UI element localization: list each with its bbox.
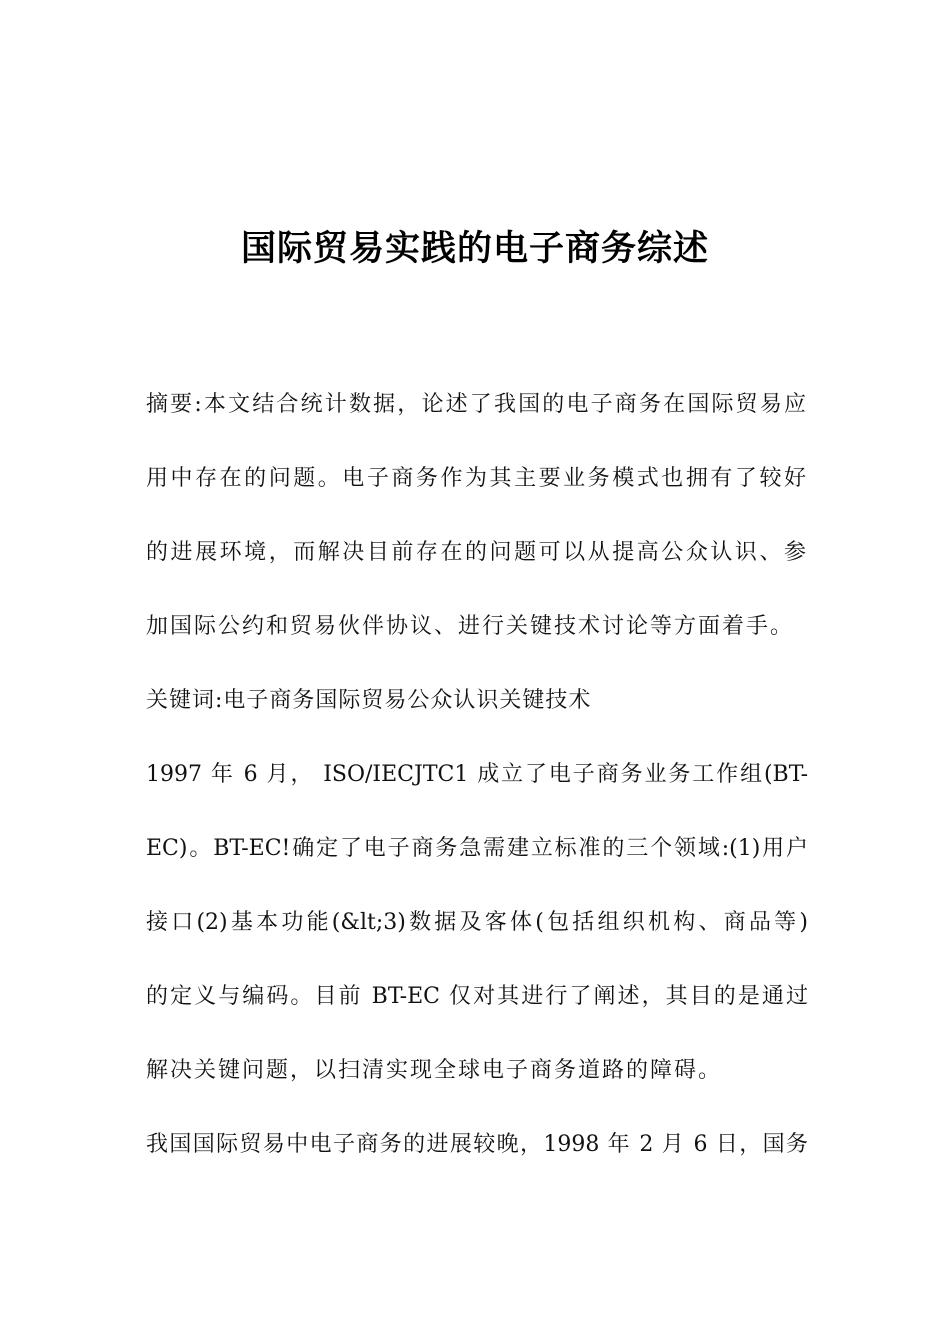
abstract-line-1: 摘要:本文结合统计数据，论述了我国的电子商务在国际贸易应 [146,392,808,417]
abstract-line-2: 用中存在的问题。电子商务作为其主要业务模式也拥有了较好 [146,466,808,491]
abstract-line-4: 加国际公约和贸易伙伴协议、进行关键技术讨论等方面着手。 [146,614,795,639]
body-line-5: 解决关键问题，以扫清实现全球电子商务道路的障碍。 [146,1058,723,1083]
body-line-6: 我国国际贸易中电子商务的进展较晚，1998 年 2 月 6 日，国务 [146,1132,808,1157]
keywords-line: 关键词:电子商务国际贸易公众认识关键技术 [146,688,592,713]
abstract-line-3: 的进展环境，而解决目前存在的问题可以从提高公众认识、参 [146,540,808,565]
document-title: 国际贸易实践的电子商务综述 [240,229,709,269]
body-line-1: 1997 年 6 月， ISO/IECJTC1 成立了电子商务业务工作组(BT- [146,762,808,787]
body-line-4: 的定义与编码。目前 BT-EC 仅对其进行了阐述，其目的是通过 [146,984,808,1009]
body-line-3: 接口(2)基本功能(&lt;3)数据及客体(包括组织机构、商品等) [146,910,808,935]
body-line-2: EC)。BT-EC!确定了电子商务急需建立标准的三个领域:(1)用户 [146,836,808,861]
